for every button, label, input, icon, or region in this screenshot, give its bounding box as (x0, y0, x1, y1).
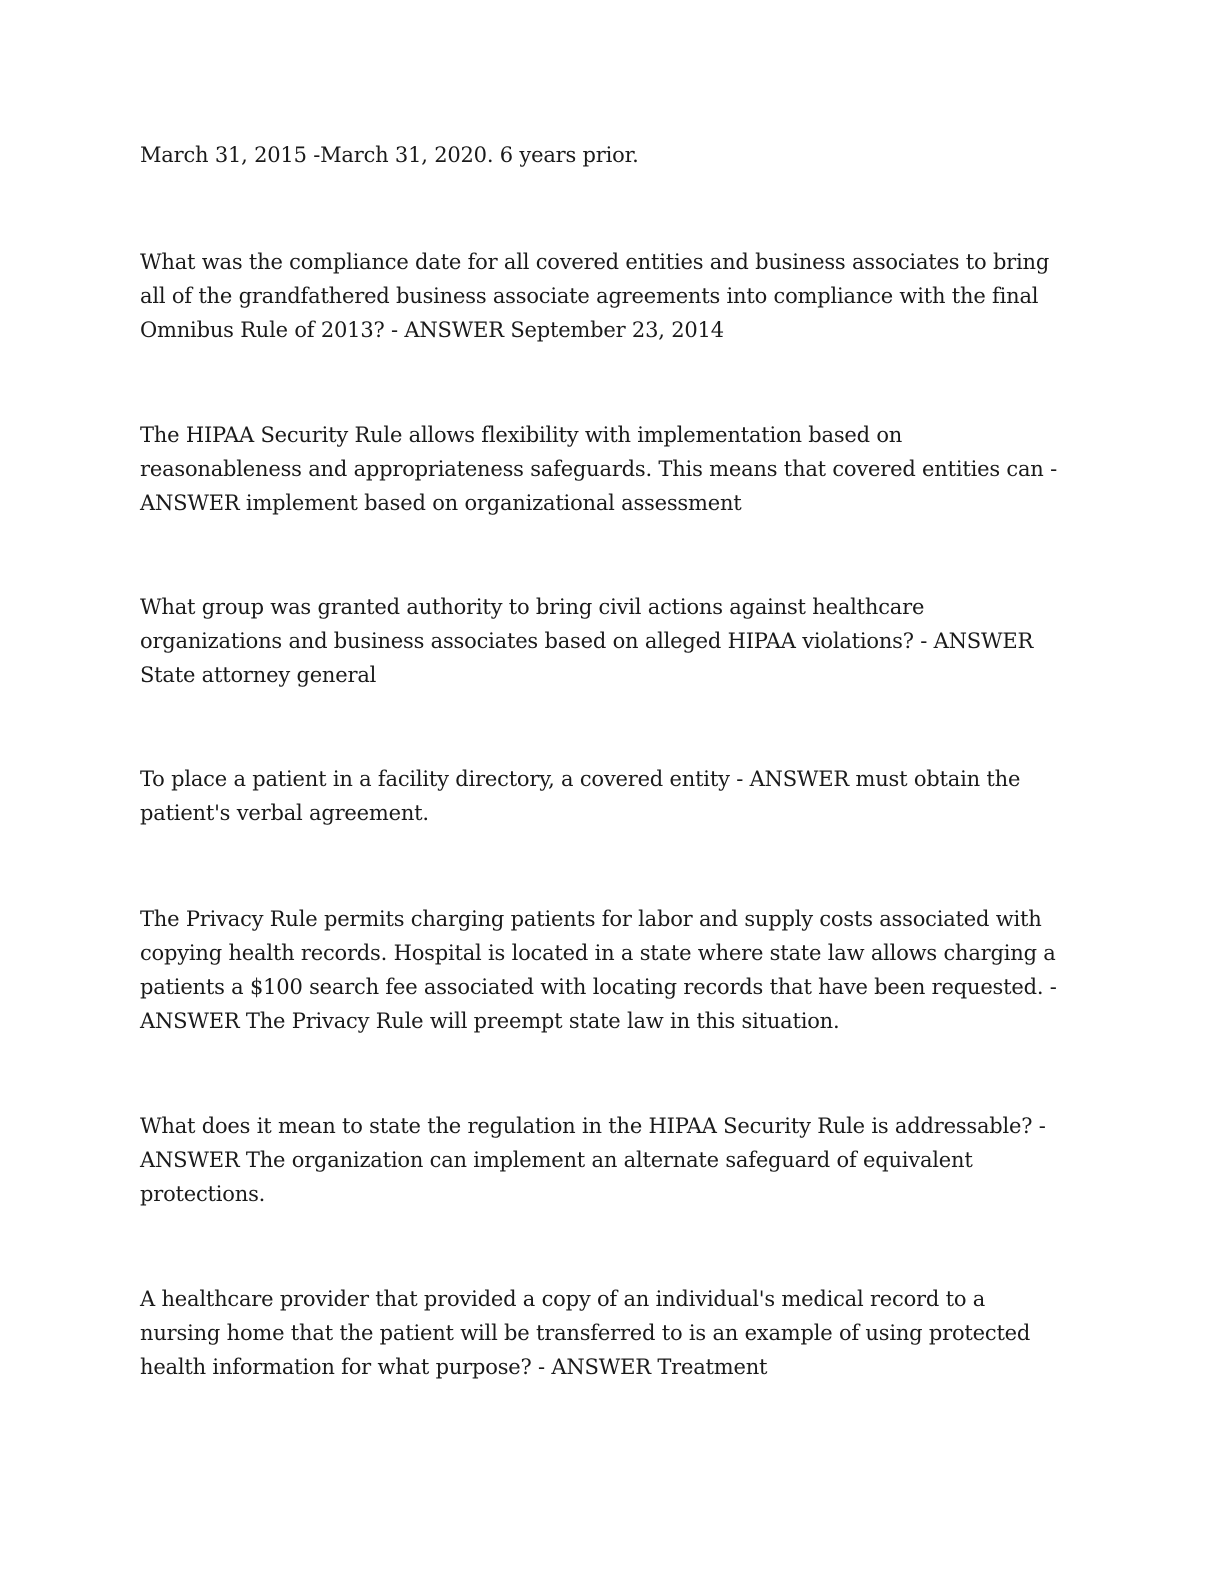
paragraph-facility-directory: To place a patient in a facility directory, a covered entity - ANSWER must obtain the patient's verbal agreement. (140, 767, 1021, 825)
paragraph-security-flexibility: The HIPAA Security Rule allows flexibility with implementation based on reasonableness and appropriateness safeguards. This means that covered entities can - ANSWER implement based on organizational assessment (140, 423, 1057, 515)
paragraph-treatment-purpose: A healthcare provider that provided a copy of an individual's medical record to a nursing home that the patient will be transferred to is an example of using protected health information for what purpose? - ANSWER Treatment (140, 1287, 1031, 1379)
paragraph-omnibus-compliance: What was the compliance date for all covered entities and business associates to bring all of the grandfathered business associate agreements into compliance with the final Omnibus Rule of 2013? - ANSWER September 23, 2014 (140, 250, 1050, 342)
paragraph-addressable: What does it mean to state the regulation in the HIPAA Security Rule is addressable? - ANSWER The organization can implement an alternate safeguard of equivalent protections. (140, 1114, 1046, 1206)
paragraph-privacy-preemption: The Privacy Rule permits charging patients for labor and supply costs associated with copying health records. Hospital is located in a state where state law allows charging a patients a $100 search fee associated with locating records that have been requested. - ANSWER The Privacy Rule will preempt state law in this situation. (140, 907, 1057, 1033)
paragraph-date-range: March 31, 2015 -March 31, 2020. 6 years prior. (140, 143, 639, 167)
paragraph-civil-actions: What group was granted authority to bring civil actions against healthcare organizations and business associates based on alleged HIPAA violations? - ANSWER State attorney general (140, 595, 1034, 687)
